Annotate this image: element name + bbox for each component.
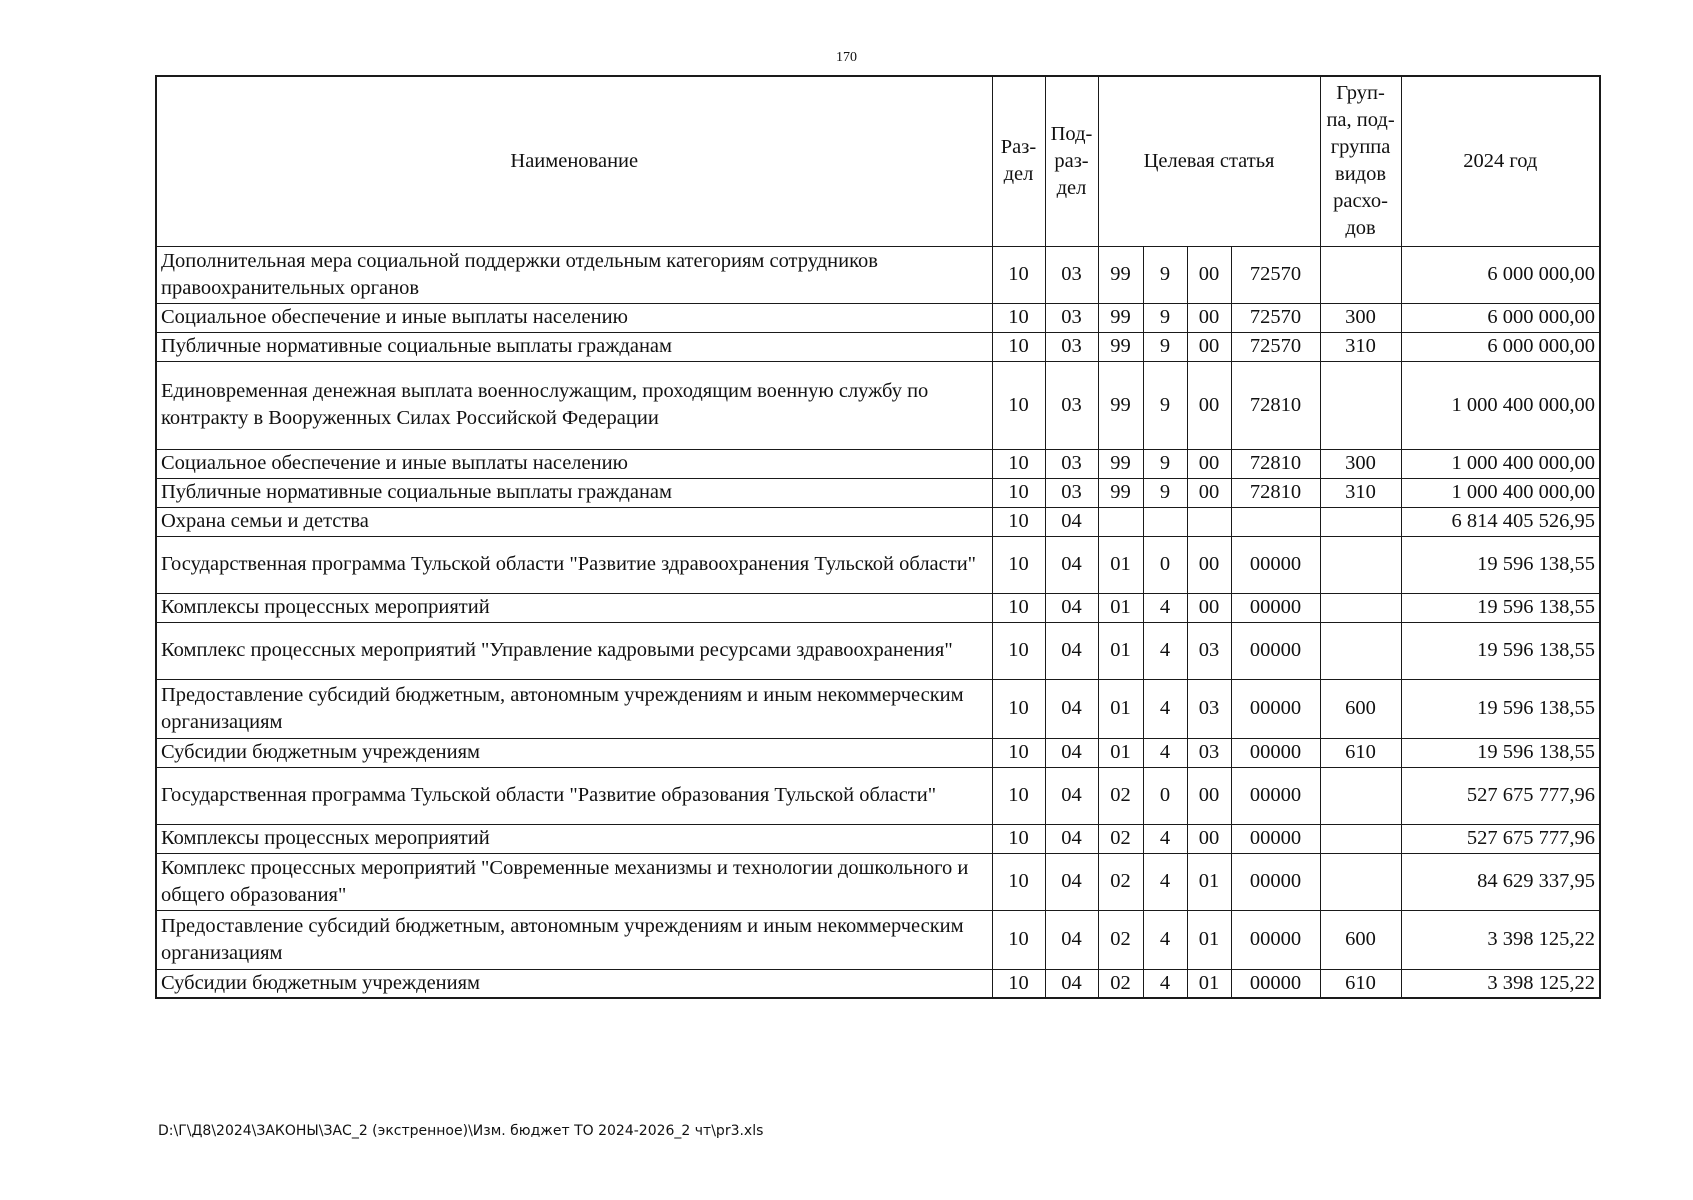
row-razdel: 10 (992, 449, 1045, 478)
row-target-direction: 00000 (1231, 767, 1320, 824)
row-target-complex: 00 (1187, 246, 1231, 303)
row-amount: 84 629 337,95 (1401, 853, 1600, 910)
row-podrazdel: 04 (1045, 536, 1098, 593)
page-number: 170 (836, 50, 857, 65)
row-name: Социальное обеспечение и иные выплаты населению (156, 303, 992, 332)
row-target-program: 02 (1098, 824, 1143, 853)
row-name: Комплексы процессных мероприятий (156, 593, 992, 622)
row-target-complex: 00 (1187, 332, 1231, 361)
row-target-direction: 00000 (1231, 679, 1320, 738)
table-header-row (156, 76, 1600, 246)
row-expense-group (1320, 622, 1401, 679)
row-amount: 19 596 138,55 (1401, 738, 1600, 767)
row-expense-group: 610 (1320, 738, 1401, 767)
row-target-type: 9 (1143, 332, 1187, 361)
row-target-type: 4 (1143, 622, 1187, 679)
row-expense-group: 300 (1320, 449, 1401, 478)
row-name: Комплекс процессных мероприятий "Управление кадровыми ресурсами здравоохранения" (156, 622, 992, 679)
row-target-type: 4 (1143, 738, 1187, 767)
row-target-type: 4 (1143, 910, 1187, 969)
table-body (156, 246, 1600, 998)
row-target-direction (1231, 507, 1320, 536)
row-expense-group: 300 (1320, 303, 1401, 332)
row-target-complex: 00 (1187, 478, 1231, 507)
row-target-program: 01 (1098, 622, 1143, 679)
row-podrazdel: 03 (1045, 449, 1098, 478)
row-target-program: 99 (1098, 478, 1143, 507)
table-row (156, 536, 1600, 593)
row-target-type: 9 (1143, 449, 1187, 478)
row-target-complex: 00 (1187, 361, 1231, 449)
row-expense-group: 310 (1320, 478, 1401, 507)
row-name: Комплекс процессных мероприятий "Современные механизмы и технологии дошкольного и общего образования" (156, 853, 992, 910)
row-target-complex: 01 (1187, 969, 1231, 998)
header-razdel: Раз- дел (992, 76, 1045, 246)
table-row (156, 332, 1600, 361)
row-target-type: 9 (1143, 303, 1187, 332)
row-target-direction: 00000 (1231, 910, 1320, 969)
row-target-type: 9 (1143, 246, 1187, 303)
row-target-type: 4 (1143, 969, 1187, 998)
row-name: Дополнительная мера социальной поддержки отдельным категориям сотрудников правоохранительных органов (156, 246, 992, 303)
row-expense-group (1320, 536, 1401, 593)
row-podrazdel: 04 (1045, 593, 1098, 622)
row-amount: 527 675 777,96 (1401, 767, 1600, 824)
footer-file-path: D:\Г\Д8\2024\ЗАКОНЫ\ЗАС_2 (экстренное)\Изм. бюджет ТО 2024-2026_2 чт\pr3.xls (158, 1123, 764, 1139)
row-target-direction: 00000 (1231, 969, 1320, 998)
row-target-complex: 01 (1187, 910, 1231, 969)
row-razdel: 10 (992, 767, 1045, 824)
header-podrazdel: Под- раз- дел (1045, 76, 1098, 246)
row-target-program: 01 (1098, 738, 1143, 767)
row-podrazdel: 04 (1045, 679, 1098, 738)
row-target-complex: 03 (1187, 738, 1231, 767)
row-amount: 6 000 000,00 (1401, 303, 1600, 332)
row-target-complex: 03 (1187, 679, 1231, 738)
row-name: Охрана семьи и детства (156, 507, 992, 536)
row-expense-group: 600 (1320, 679, 1401, 738)
table-row (156, 853, 1600, 910)
row-expense-group (1320, 507, 1401, 536)
row-target-complex: 01 (1187, 853, 1231, 910)
row-razdel: 10 (992, 332, 1045, 361)
table-row (156, 507, 1600, 536)
row-podrazdel: 04 (1045, 507, 1098, 536)
row-target-direction: 00000 (1231, 853, 1320, 910)
row-expense-group: 600 (1320, 910, 1401, 969)
row-razdel: 10 (992, 824, 1045, 853)
row-target-type: 4 (1143, 853, 1187, 910)
row-expense-group (1320, 767, 1401, 824)
row-podrazdel: 04 (1045, 969, 1098, 998)
row-razdel: 10 (992, 679, 1045, 738)
row-podrazdel: 03 (1045, 361, 1098, 449)
header-name: Наименование (156, 76, 992, 246)
row-target-program: 99 (1098, 303, 1143, 332)
row-target-type: 9 (1143, 478, 1187, 507)
row-target-direction: 72810 (1231, 478, 1320, 507)
row-amount: 6 000 000,00 (1401, 332, 1600, 361)
row-target-type: 9 (1143, 361, 1187, 449)
row-razdel: 10 (992, 478, 1045, 507)
row-razdel: 10 (992, 738, 1045, 767)
row-amount: 19 596 138,55 (1401, 593, 1600, 622)
row-target-program: 01 (1098, 679, 1143, 738)
row-razdel: 10 (992, 303, 1045, 332)
row-razdel: 10 (992, 910, 1045, 969)
row-name: Комплексы процессных мероприятий (156, 824, 992, 853)
row-target-direction: 00000 (1231, 738, 1320, 767)
table-row (156, 449, 1600, 478)
row-target-complex: 00 (1187, 303, 1231, 332)
row-razdel: 10 (992, 969, 1045, 998)
row-amount: 6 814 405 526,95 (1401, 507, 1600, 536)
table-row (156, 361, 1600, 449)
row-amount: 1 000 400 000,00 (1401, 361, 1600, 449)
row-target-type: 0 (1143, 767, 1187, 824)
header-year: 2024 год (1401, 76, 1600, 246)
row-name: Социальное обеспечение и иные выплаты населению (156, 449, 992, 478)
row-target-type (1143, 507, 1187, 536)
row-razdel: 10 (992, 536, 1045, 593)
row-name: Публичные нормативные социальные выплаты гражданам (156, 478, 992, 507)
row-podrazdel: 03 (1045, 332, 1098, 361)
row-podrazdel: 03 (1045, 478, 1098, 507)
row-podrazdel: 04 (1045, 622, 1098, 679)
row-podrazdel: 03 (1045, 303, 1098, 332)
header-target-article: Целевая статья (1098, 76, 1320, 246)
row-target-program: 02 (1098, 910, 1143, 969)
row-target-program: 01 (1098, 593, 1143, 622)
row-name: Единовременная денежная выплата военнослужащим, проходящим военную службу по контракту в Вооруженных Силах Российской Федерации (156, 361, 992, 449)
table-row (156, 246, 1600, 303)
row-name: Публичные нормативные социальные выплаты гражданам (156, 332, 992, 361)
row-target-program: 01 (1098, 536, 1143, 593)
row-amount: 19 596 138,55 (1401, 679, 1600, 738)
row-target-type: 4 (1143, 824, 1187, 853)
table-row (156, 738, 1600, 767)
row-amount: 1 000 400 000,00 (1401, 478, 1600, 507)
row-podrazdel: 04 (1045, 824, 1098, 853)
table-row (156, 593, 1600, 622)
row-razdel: 10 (992, 507, 1045, 536)
row-target-complex: 00 (1187, 767, 1231, 824)
row-amount: 3 398 125,22 (1401, 969, 1600, 998)
row-name: Предоставление субсидий бюджетным, автономным учреждениям и иным некоммерческим организациям (156, 910, 992, 969)
row-target-direction: 72810 (1231, 361, 1320, 449)
table-row (156, 622, 1600, 679)
row-podrazdel: 04 (1045, 767, 1098, 824)
row-amount: 3 398 125,22 (1401, 910, 1600, 969)
table-row (156, 969, 1600, 998)
table-row (156, 767, 1600, 824)
row-target-complex (1187, 507, 1231, 536)
row-target-type: 0 (1143, 536, 1187, 593)
row-expense-group (1320, 361, 1401, 449)
row-name: Субсидии бюджетным учреждениям (156, 969, 992, 998)
row-target-type: 4 (1143, 593, 1187, 622)
row-target-direction: 72570 (1231, 246, 1320, 303)
row-expense-group (1320, 593, 1401, 622)
row-target-program: 02 (1098, 853, 1143, 910)
row-target-complex: 00 (1187, 593, 1231, 622)
row-podrazdel: 03 (1045, 246, 1098, 303)
row-name: Государственная программа Тульской области "Развитие образования Тульской области" (156, 767, 992, 824)
row-target-complex: 00 (1187, 449, 1231, 478)
row-amount: 19 596 138,55 (1401, 536, 1600, 593)
row-target-direction: 00000 (1231, 824, 1320, 853)
row-name: Субсидии бюджетным учреждениям (156, 738, 992, 767)
table-row (156, 824, 1600, 853)
budget-table (155, 75, 1601, 999)
row-razdel: 10 (992, 853, 1045, 910)
row-expense-group (1320, 824, 1401, 853)
row-razdel: 10 (992, 246, 1045, 303)
table-row (156, 679, 1600, 738)
row-target-program: 02 (1098, 969, 1143, 998)
row-target-program: 02 (1098, 767, 1143, 824)
row-razdel: 10 (992, 593, 1045, 622)
row-target-complex: 03 (1187, 622, 1231, 679)
row-target-type: 4 (1143, 679, 1187, 738)
row-target-direction: 00000 (1231, 593, 1320, 622)
row-expense-group: 310 (1320, 332, 1401, 361)
row-name: Предоставление субсидий бюджетным, автономным учреждениям и иным некоммерческим организациям (156, 679, 992, 738)
row-podrazdel: 04 (1045, 910, 1098, 969)
row-amount: 6 000 000,00 (1401, 246, 1600, 303)
row-target-program: 99 (1098, 361, 1143, 449)
row-podrazdel: 04 (1045, 853, 1098, 910)
row-podrazdel: 04 (1045, 738, 1098, 767)
row-name: Государственная программа Тульской области "Развитие здравоохранения Тульской области" (156, 536, 992, 593)
row-target-program: 99 (1098, 449, 1143, 478)
row-razdel: 10 (992, 361, 1045, 449)
row-target-complex: 00 (1187, 536, 1231, 593)
row-amount: 527 675 777,96 (1401, 824, 1600, 853)
header-expense-group: Груп- па, под- группа видов расхо- дов (1320, 76, 1401, 246)
table-row (156, 910, 1600, 969)
row-target-program (1098, 507, 1143, 536)
row-razdel: 10 (992, 622, 1045, 679)
row-target-program: 99 (1098, 246, 1143, 303)
row-expense-group (1320, 853, 1401, 910)
row-target-direction: 72810 (1231, 449, 1320, 478)
table-row (156, 478, 1600, 507)
row-target-direction: 00000 (1231, 536, 1320, 593)
row-target-direction: 72570 (1231, 332, 1320, 361)
row-amount: 19 596 138,55 (1401, 622, 1600, 679)
row-target-direction: 72570 (1231, 303, 1320, 332)
row-amount: 1 000 400 000,00 (1401, 449, 1600, 478)
row-expense-group (1320, 246, 1401, 303)
table-row (156, 303, 1600, 332)
row-expense-group: 610 (1320, 969, 1401, 998)
row-target-program: 99 (1098, 332, 1143, 361)
row-target-direction: 00000 (1231, 622, 1320, 679)
row-target-complex: 00 (1187, 824, 1231, 853)
